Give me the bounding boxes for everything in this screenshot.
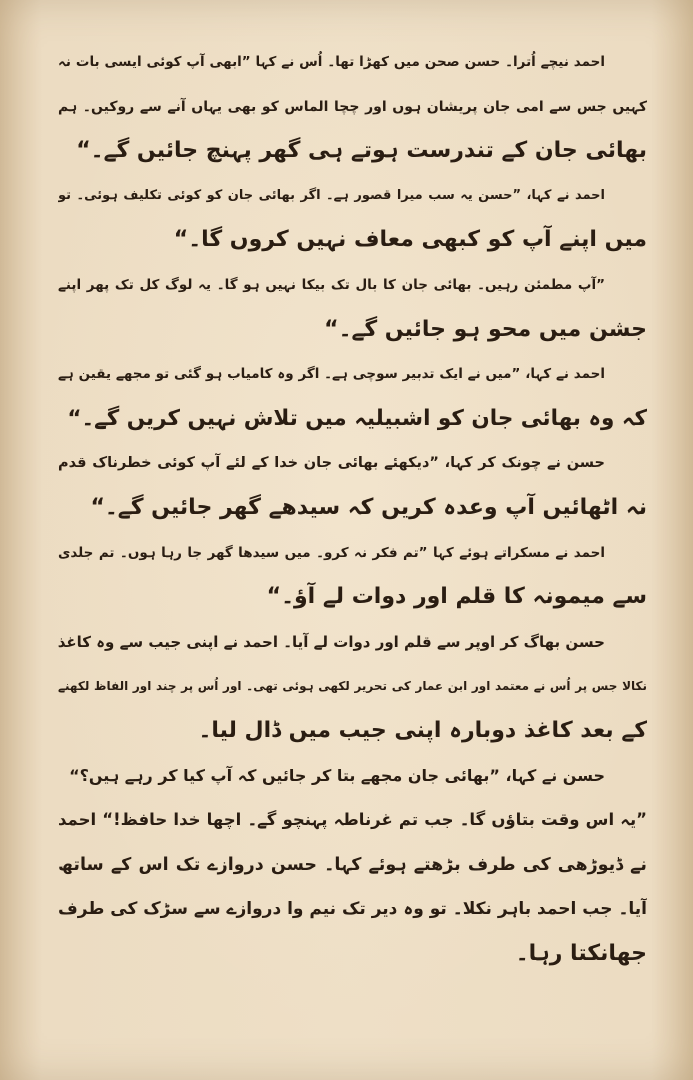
- text-line: حسن بھاگ کر اوپر سے قلم اور دوات لے آیا۔ احمد نے اپنی جیب سے وہ کاغذ: [58, 632, 605, 651]
- text-line: کہیں جس سے امی جان پریشان ہوں اور چچا الماس کو بھی یہاں آنے سے روکیں۔ ہم: [58, 98, 647, 115]
- text-line: حسن نے چونک کر کہا، ”دیکھئے بھائی جان خدا کے لئے آپ کوئی خطرناک قدم: [58, 455, 605, 472]
- text-line: بھائی جان کے تندرست ہوتے ہی گھر پہنچ جائیں گے۔“: [76, 138, 647, 164]
- text-line: ”یہ اس وقت بتاؤں گا۔ جب تم غرناطہ پہنچو گے۔ اچھا خدا حافظ!“ احمد: [58, 810, 647, 830]
- text-line: ”آپ مطمئن رہیں۔ بھائی جان کا بال تک بیکا نہیں ہو گا۔ یہ لوگ کل تک پھر اپنے: [58, 276, 605, 293]
- text-line: کے بعد کاغذ دوبارہ اپنی جیب میں ڈال لیا۔: [198, 717, 647, 743]
- text-line: جشن میں محو ہو جائیں گے۔“: [324, 316, 647, 342]
- text-line: سے میمونہ کا قلم اور دوات لے آؤ۔“: [266, 584, 647, 610]
- text-line: احمد نے کہا، ”حسن یہ سب میرا قصور ہے۔ اگر بھائی جان کو کوئی تکلیف ہوئی۔ تو: [58, 187, 605, 203]
- text-line: آیا۔ جب احمد باہر نکلا۔ تو وہ دیر تک نیم وا دروازے سے سڑک کی طرف: [58, 899, 647, 920]
- text-line: احمد نے کہا، ”میں نے ایک تدبیر سوچی ہے۔ اگر وہ کامیاب ہو گئی تو مجھے یقین ہے: [58, 366, 605, 383]
- text-line: نے ڈیوڑھی کی طرف بڑھتے ہوئے کہا۔ حسن دروازے تک اس کے ساتھ: [58, 854, 647, 875]
- text-line: احمد نے مسکراتے ہوئے کہا ”تم فکر نہ کرو۔ میں سیدھا گھر جا رہا ہوں۔ تم جلدی: [58, 544, 605, 561]
- text-line: احمد نیچے اُترا۔ حسن صحن میں کھڑا تھا۔ اُس نے کہا ”ابھی آپ کوئی ایسی بات نہ: [58, 54, 605, 70]
- text-line: نہ اٹھائیں آپ وعدہ کریں کہ سیدھے گھر جائیں گے۔“: [90, 494, 647, 520]
- text-line: حسن نے کہا، ”بھائی جان مجھے بتا کر جائیں کہ آپ کیا کر رہے ہیں؟“: [69, 765, 605, 785]
- text-line: کہ وہ بھائی جان کو اشبیلیہ میں تلاش نہیں کریں گے۔“: [67, 405, 647, 431]
- urdu-text-block: [58, 40, 647, 976]
- text-line: میں اپنے آپ کو کبھی معاف نہیں کروں گا۔“: [173, 227, 647, 253]
- text-line: نکالا جس پر اُس نے معتمد اور ابن عمار کی تحریر لکھی ہوئی تھی۔ اور اُس پر چند اور الفاظ لکھنے: [58, 679, 647, 694]
- text-line: جھانکتا رہا۔: [515, 940, 647, 966]
